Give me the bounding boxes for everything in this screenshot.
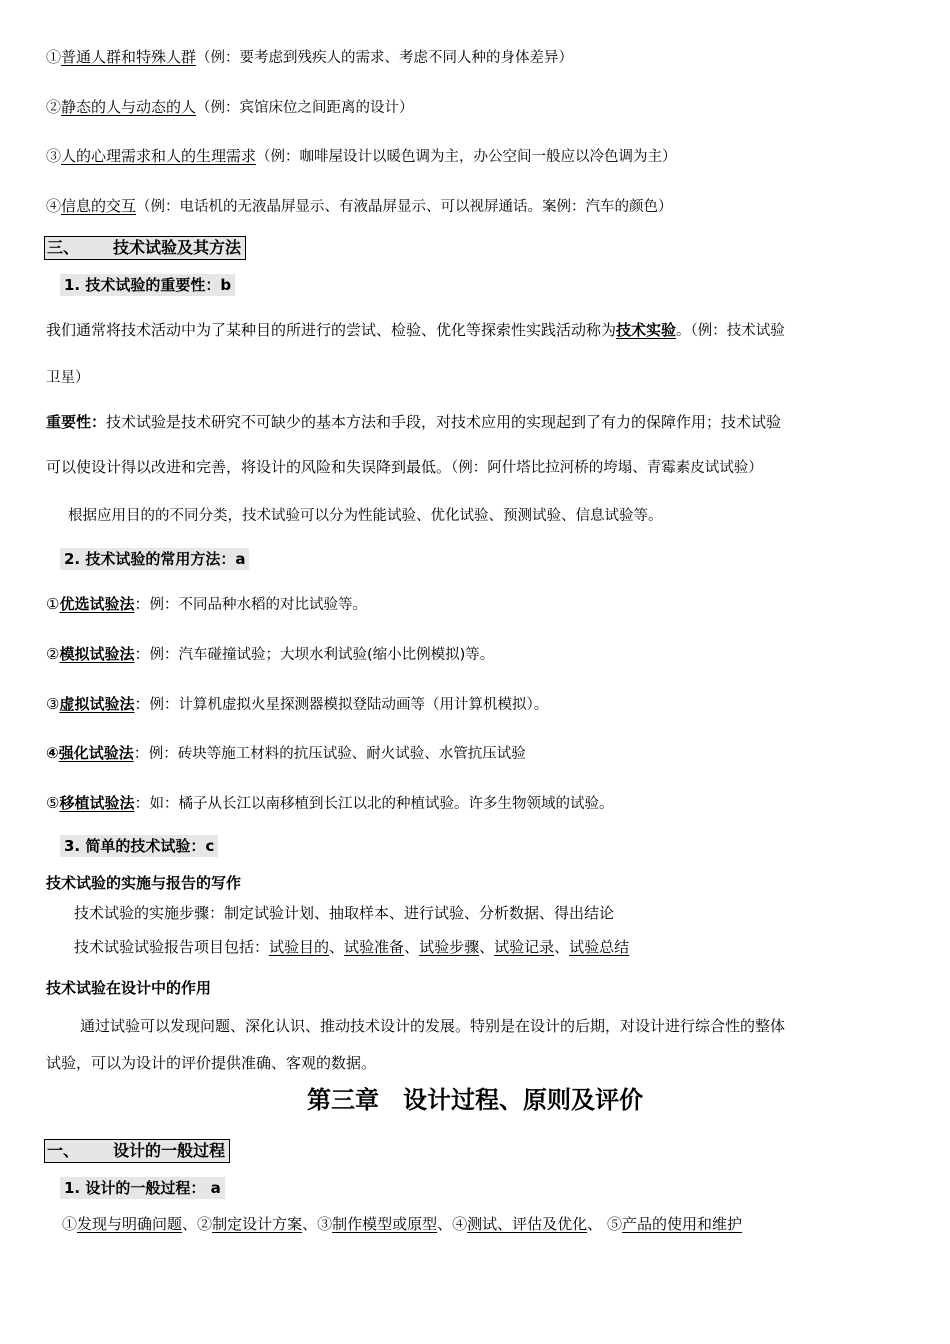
subheading-process: 1. 设计的一般过程： a: [60, 1177, 225, 1199]
process-step: 制定设计方案: [212, 1215, 303, 1233]
section-number: 一、: [47, 1141, 80, 1160]
method-desc: 如：橘子从长江以南移植到长江以北的种植试验。许多生物领域的试验。: [149, 796, 614, 812]
item-title: 人的心理需求和人的生理需求: [61, 147, 257, 165]
process-sep: 、: [302, 1215, 318, 1233]
report-sep: 、: [554, 938, 570, 956]
report-items-label: 技术试验试验报告项目包括：: [74, 938, 270, 956]
classification-text: 根据应用目的的不同分类，技术试验可以分为性能试验、优化试验、预测试验、信息试验等。: [68, 508, 663, 524]
report-sep: 、: [329, 938, 345, 956]
method-name: 强化试验法: [58, 744, 134, 762]
subheading-simple-tests: 3. 简单的技术试验：c: [60, 835, 218, 857]
report-item: 试验总结: [569, 938, 630, 956]
process-mark: ③: [317, 1215, 333, 1233]
definition-term: 技术实验: [616, 321, 677, 339]
definition-text: 我们通常将技术活动中为了某种目的所进行的尝试、检验、优化等探索性实践活动称为: [46, 321, 617, 339]
report-item: 试验记录: [494, 938, 555, 956]
method-1: [46, 593, 367, 616]
method-5: [46, 792, 613, 815]
report-item: 试验目的: [269, 938, 330, 956]
importance-text-cont: 可以使设计得以改进和完善，将设计的风险和失误降到最低。: [46, 458, 452, 476]
report-item: 试验准备: [344, 938, 405, 956]
section-number: 三、: [47, 238, 80, 257]
method-colon: ：: [134, 695, 150, 713]
method-colon: ：: [134, 794, 150, 812]
process-mark: ②: [197, 1215, 213, 1233]
method-2: [46, 643, 494, 666]
method-name: 移植试验法: [59, 794, 135, 812]
item-mark: ②: [46, 98, 62, 116]
process-mark: ①: [62, 1215, 78, 1233]
item-title: 普通人群和特殊人群: [61, 48, 197, 66]
role-line-2: 试验，可以为设计的评价提供准确、客观的数据。: [46, 1054, 377, 1072]
item-note: （例：咖啡屋设计以暖色调为主，办公空间一般应以冷色调为主）: [256, 149, 677, 165]
method-4: [46, 742, 526, 765]
method-mark: ③: [46, 695, 60, 713]
process-mark: ④: [452, 1215, 468, 1233]
process-step: 制作模型或原型: [332, 1215, 438, 1233]
method-desc: 例：汽车碰撞试验；大坝水利试验(缩小比例模拟)等。: [149, 647, 495, 663]
method-mark: ⑤: [46, 794, 60, 812]
process-sep: 、: [182, 1215, 198, 1233]
report-item: 试验步骤: [419, 938, 480, 956]
importance-line-1: [46, 411, 781, 433]
method-colon: ：: [133, 744, 149, 762]
process-step: 发现与明确问题: [77, 1215, 183, 1233]
item-1: [46, 46, 573, 69]
report-sep: 、: [404, 938, 420, 956]
method-name: 虚拟试验法: [59, 695, 135, 713]
item-2: [46, 96, 414, 119]
method-desc: 例：不同品种水稻的对比试验等。: [149, 597, 367, 613]
item-4: [46, 195, 673, 218]
item-mark: ③: [46, 147, 62, 165]
item-3: [46, 145, 677, 168]
role-heading: 技术试验在设计中的作用: [46, 979, 212, 997]
method-mark: ①: [46, 595, 60, 613]
importance-text: 技术试验是技术研究不可缺少的基本方法和手段，对技术应用的实现起到了有力的保障作用；技术试验: [106, 413, 782, 431]
importance-label: 重要性：: [46, 413, 107, 431]
method-desc: 例：计算机虚拟火星探测器模拟登陆动画等（用计算机模拟）。: [149, 697, 549, 713]
method-mark: ④: [46, 744, 59, 762]
method-mark: ②: [46, 645, 60, 663]
process-step: 测试、评估及优化: [467, 1215, 588, 1233]
report-steps: 技术试验的实施步骤：制定试验计划、抽取样本、进行试验、分析数据、得出结论: [74, 904, 615, 922]
item-note: （例：宾馆床位之间距离的设计）: [196, 100, 414, 116]
method-name: 优选试验法: [59, 595, 135, 613]
report-sep: 、: [479, 938, 495, 956]
report-items: [74, 936, 629, 958]
method-name: 模拟试验法: [59, 645, 135, 663]
method-colon: ：: [134, 595, 150, 613]
importance-line-2: [46, 456, 763, 479]
section-heading-3: [44, 236, 246, 260]
item-mark: ①: [46, 48, 62, 66]
definition-example: 。（例：技术试验: [676, 323, 785, 339]
item-mark: ④: [46, 197, 62, 215]
process-list: [62, 1213, 742, 1235]
process-sep: 、: [437, 1215, 453, 1233]
section-title: 设计的一般过程: [113, 1141, 226, 1160]
item-title: 信息的交互: [61, 197, 137, 215]
method-desc: 例：砖块等施工材料的抗压试验、耐火试验、水管抗压试验: [148, 746, 526, 762]
section-title: 技术试验及其方法: [113, 238, 242, 257]
process-mark: ⑤: [606, 1215, 622, 1233]
definition-example-cont: 卫星）: [46, 370, 90, 386]
item-note: （例：要考虑到残疾人的需求、考虑不同人种的身体差异）: [196, 50, 574, 66]
method-3: [46, 693, 548, 716]
item-title: 静态的人与动态的人: [61, 98, 197, 116]
role-line-1: 通过试验可以发现问题、深化认识、推动技术设计的发展。特别是在设计的后期，对设计进行综合性的整体: [80, 1017, 786, 1035]
process-sep: 、: [587, 1215, 607, 1233]
importance-example: （例：阿什塔比拉河桥的垮塌、青霉素皮试试验）: [451, 460, 763, 476]
definition-paragraph: [46, 319, 785, 342]
chapter-title: 第三章 设计过程、原则及评价: [307, 1086, 643, 1114]
subheading-importance: 1. 技术试验的重要性：b: [60, 274, 235, 296]
section-heading-1: [44, 1139, 230, 1163]
process-step: 产品的使用和维护: [621, 1215, 742, 1233]
item-note: （例：电话机的无液晶屏显示、有液晶屏显示、可以视屏通话。案例：汽车的颜色）: [136, 199, 673, 215]
report-heading: 技术试验的实施与报告的写作: [46, 874, 242, 892]
subheading-methods: 2. 技术试验的常用方法：a: [60, 548, 249, 570]
method-colon: ：: [134, 645, 150, 663]
